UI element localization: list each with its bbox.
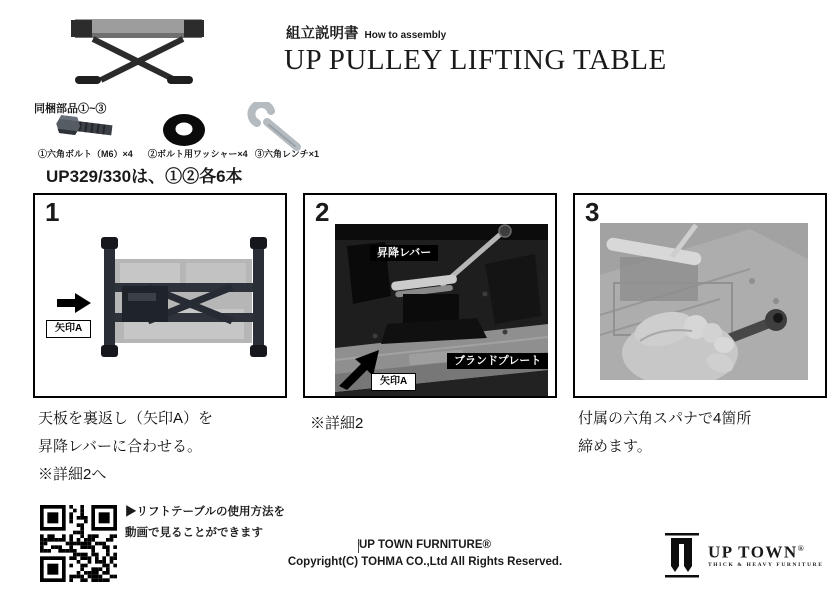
step1-photo: [90, 231, 290, 363]
lever-callout: 昇降レバー: [370, 245, 438, 261]
qr-code: [40, 505, 117, 582]
step3-number: 3: [585, 197, 600, 227]
registered-mark: ®: [797, 544, 804, 553]
scissor-leg: [101, 39, 183, 80]
brand-plate-callout: ブランドプレート: [447, 353, 548, 369]
hex-bolt-icon: [56, 109, 118, 149]
table-foot: [167, 76, 193, 84]
footer-copyright-line: Copyright(C) TOHMA CO.,Ltd All Rights Reserved.: [287, 556, 563, 568]
table-leg: [253, 241, 264, 353]
scissor-leg: [93, 39, 175, 80]
step2-caption: ※詳細2: [310, 415, 364, 432]
step1-number: 1: [45, 197, 60, 227]
step1-caption: [38, 405, 213, 489]
step2-panel: [303, 193, 557, 398]
step3-caption-line2: 締めます。: [578, 438, 652, 455]
doc-type-heading: [286, 22, 446, 43]
step3-panel: [573, 193, 827, 398]
uptown-logo: [664, 532, 824, 580]
table-foot: [75, 76, 101, 84]
footer-brand-line: UP TOWN FURNITURE®: [359, 539, 491, 551]
lifting-table-product-image: [45, 6, 235, 94]
uptown-logo-text: UP TOWN®: [708, 542, 804, 562]
video-note-line2: 動画で見ることができます: [125, 527, 263, 539]
video-note: [125, 502, 285, 544]
page-title: UP PULLEY LIFTING TABLE: [284, 44, 667, 76]
step3-caption-line1: 付属の六角スパナで4箇所: [578, 410, 752, 427]
doc-type-en: How to assembly: [364, 30, 447, 41]
part-label-washer: ②ボルト用ワッシャー×4: [148, 149, 248, 159]
part-label-bolt: ①六角ボルト（M6）×4: [38, 149, 133, 159]
step1-caption-line3: ※詳細2へ: [38, 466, 107, 483]
uptown-logo-icon: [664, 532, 702, 580]
doc-type-jp: 組立説明書: [286, 26, 359, 42]
quantity-note: UP329/330は、①②各6本: [46, 167, 243, 186]
step3-caption: [578, 405, 751, 461]
table-leg: [104, 241, 115, 353]
washer-icon: [160, 112, 208, 148]
step1-arrow-a-label: 矢印A: [46, 320, 91, 338]
uptown-logo-tagline: THICK & HEAVY FURNITURE: [708, 561, 824, 568]
step2-arrow-a-label: 矢印A: [371, 373, 416, 391]
step1-caption-line2: 昇降レバーに合わせる。: [38, 438, 202, 455]
step1-panel: [33, 193, 287, 398]
part-label-wrench: ③六角レンチ×1: [255, 149, 320, 159]
arrow-a-right-icon: [57, 293, 91, 313]
step1-caption-line1: 天板を裏返し（矢印A）を: [38, 410, 214, 427]
step2-number: 2: [315, 197, 330, 227]
included-parts-heading: 同梱部品①~③: [34, 103, 107, 115]
step3-photo: [600, 223, 808, 380]
video-note-line1: ▶リフトテーブルの使用方法を: [125, 506, 285, 518]
